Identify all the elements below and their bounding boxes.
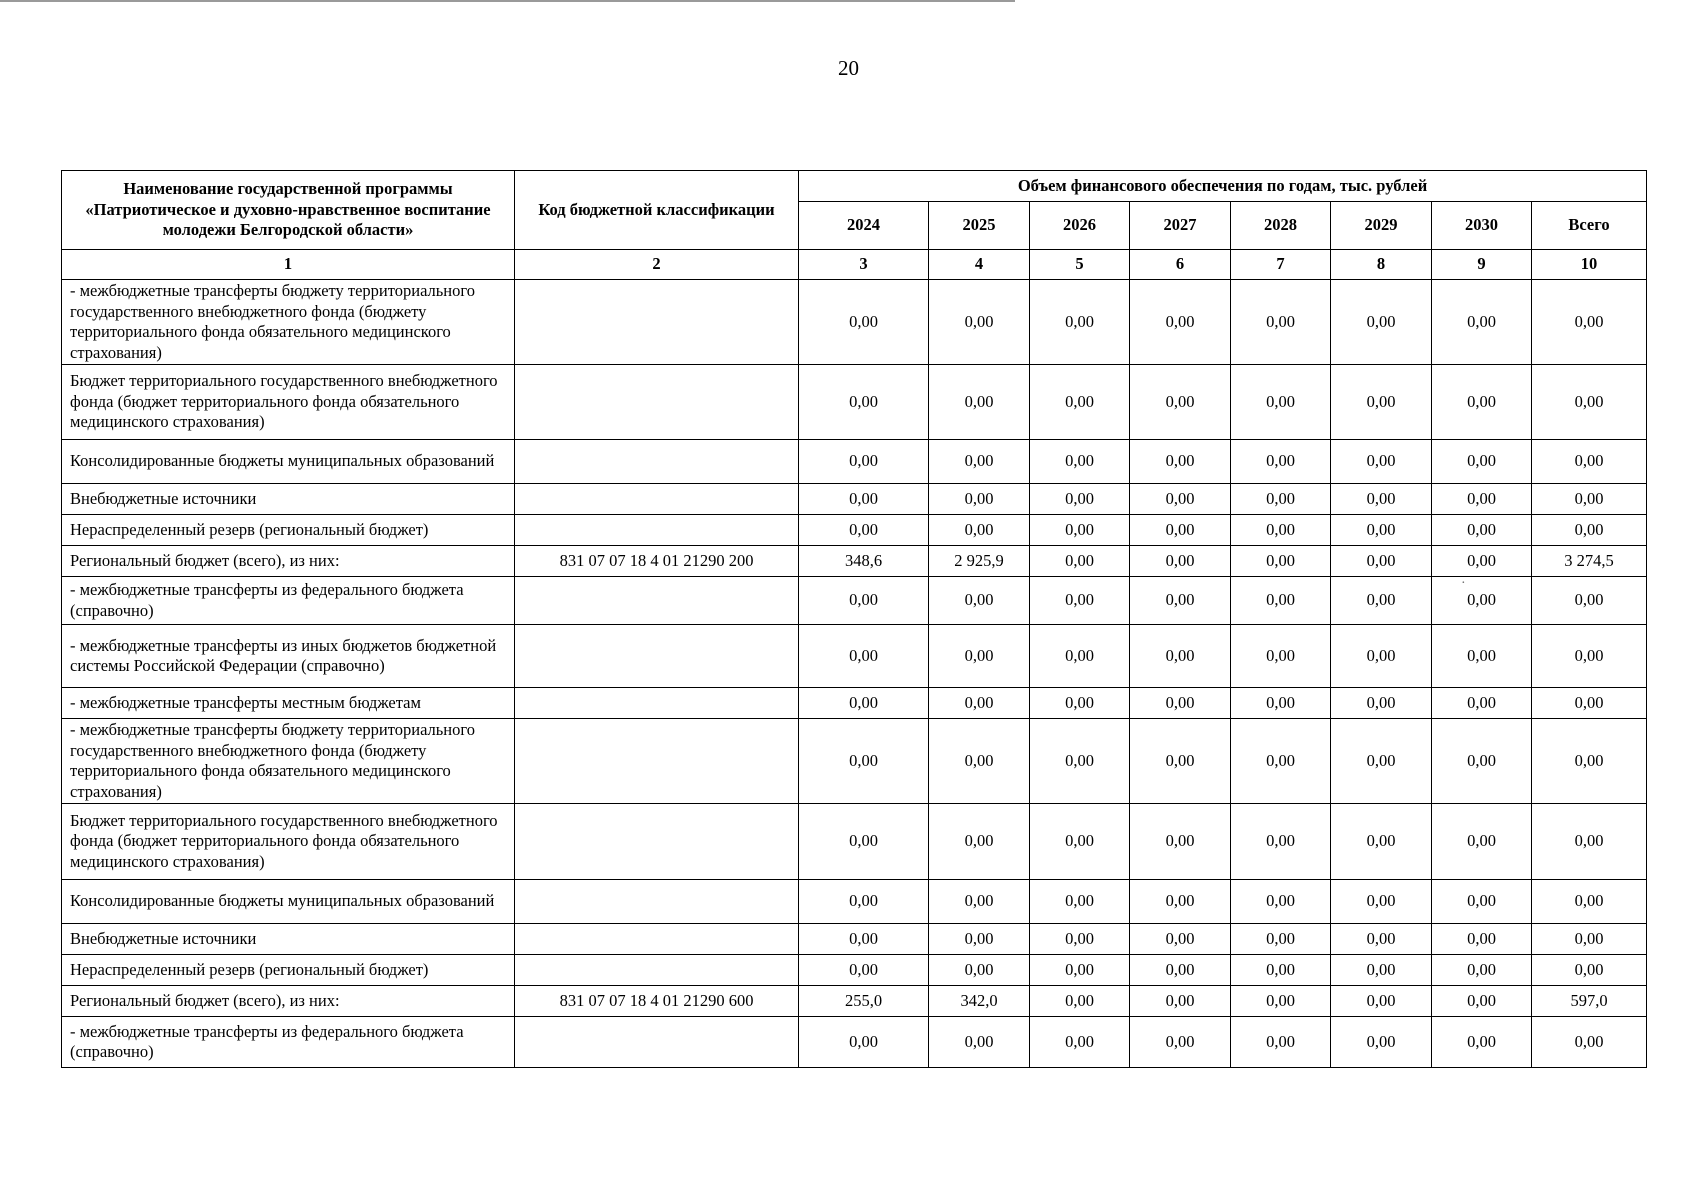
row-year-value: 348,6 [799,546,929,577]
column-number: 4 [929,250,1030,280]
row-year-value: 0,00 [929,955,1030,986]
row-year-value: 0,00 [1030,804,1130,880]
row-year-value: 0,00 [1030,688,1130,719]
page-number: 20 [838,56,859,80]
column-number: 7 [1231,250,1331,280]
row-year-value: 0,00 [1231,955,1331,986]
row-year-value: 0,00 [1331,688,1432,719]
row-year-value: 0,00 [1231,986,1331,1017]
row-name: Консолидированные бюджеты муниципальных образований [62,440,515,484]
row-budget-code [515,365,799,440]
row-year-value: 0,00 [799,955,929,986]
row-year-value: 0,00 [799,1017,929,1068]
row-budget-code [515,577,799,625]
row-total-value: 3 274,5 [1532,546,1647,577]
row-year-value: 0,00 [1130,804,1231,880]
column-number: 10 [1532,250,1647,280]
row-year-value: 0,00 [1231,440,1331,484]
column-numbers-row [62,250,1647,280]
row-year-value: 0,00 [1130,484,1231,515]
column-number: 8 [1331,250,1432,280]
row-year-value: 0,00 [1030,625,1130,688]
table-row [62,986,1647,1017]
row-year-value: 0,00 [1030,986,1130,1017]
row-year-value: 0,00 [1130,955,1231,986]
row-name: Региональный бюджет (всего), из них: [62,986,515,1017]
table-row [62,880,1647,924]
row-year-value: 0,00 [1130,365,1231,440]
table-row [62,924,1647,955]
column-number: 5 [1030,250,1130,280]
row-budget-code [515,955,799,986]
row-total-value: 0,00 [1532,1017,1647,1068]
table-row [62,440,1647,484]
row-total-value: 0,00 [1532,484,1647,515]
row-total-value: 0,00 [1532,440,1647,484]
row-year-value: 0,00 [1331,515,1432,546]
row-year-value: 0,00 [929,924,1030,955]
row-name: - межбюджетные трансферты местным бюджетам [62,688,515,719]
row-year-value: 0,00 [1432,484,1532,515]
row-year-value: 0,00 [1130,986,1231,1017]
row-year-value: 0,00 [1432,577,1532,625]
row-year-value: 0,00 [929,280,1030,365]
row-year-value: 0,00 [929,1017,1030,1068]
row-year-value: 0,00 [1231,688,1331,719]
header-year: 2025 [929,202,1030,250]
table-row [62,1017,1647,1068]
header-funding-group: Объем финансового обеспечения по годам, тыс. рублей [799,171,1647,202]
row-total-value: 0,00 [1532,880,1647,924]
column-number: 2 [515,250,799,280]
row-year-value: 0,00 [1331,986,1432,1017]
table-row [62,719,1647,804]
row-year-value: 0,00 [1432,440,1532,484]
row-budget-code [515,484,799,515]
row-year-value: 0,00 [1432,924,1532,955]
row-year-value: 0,00 [1432,280,1532,365]
row-year-value: 0,00 [1130,880,1231,924]
row-year-value: 0,00 [1331,955,1432,986]
row-year-value: 0,00 [1432,365,1532,440]
row-year-value: 0,00 [1331,546,1432,577]
row-year-value: 0,00 [799,280,929,365]
row-budget-code [515,515,799,546]
row-year-value: 0,00 [799,688,929,719]
row-name: - межбюджетные трансферты бюджету территориального государственного внебюджетного фонда (бюджету территориального фонда обязательного медицинского страхования) [62,280,515,365]
row-name: Региональный бюджет (всего), из них: [62,546,515,577]
row-year-value: 0,00 [929,577,1030,625]
row-year-value: 0,00 [1030,546,1130,577]
row-name: - межбюджетные трансферты из иных бюджетов бюджетной системы Российской Федерации (справочно) [62,625,515,688]
row-total-value: 597,0 [1532,986,1647,1017]
row-year-value: 0,00 [1030,515,1130,546]
row-year-value: 0,00 [1030,577,1130,625]
row-year-value: 0,00 [799,804,929,880]
row-year-value: 0,00 [929,515,1030,546]
row-year-value: 0,00 [1331,484,1432,515]
row-year-value: 0,00 [1331,577,1432,625]
row-year-value: 0,00 [1130,625,1231,688]
row-year-value: 0,00 [1331,440,1432,484]
row-year-value: 0,00 [1432,804,1532,880]
row-budget-code [515,924,799,955]
column-number: 6 [1130,250,1231,280]
row-name: - межбюджетные трансферты из федерального бюджета (справочно) [62,577,515,625]
column-number: 3 [799,250,929,280]
row-total-value: 0,00 [1532,719,1647,804]
table-row [62,804,1647,880]
header-year: 2027 [1130,202,1231,250]
scan-speck: · [1461,576,1466,591]
row-name: - межбюджетные трансферты бюджету территориального государственного внебюджетного фонда (бюджету территориального фонда обязательного медицинского страхования) [62,719,515,804]
header-total: Всего [1532,202,1647,250]
row-budget-code: 831 07 07 18 4 01 21290 200 [515,546,799,577]
row-total-value: 0,00 [1532,577,1647,625]
row-total-value: 0,00 [1532,924,1647,955]
row-year-value: 0,00 [799,365,929,440]
row-budget-code [515,719,799,804]
table-row [62,484,1647,515]
table-row [62,625,1647,688]
row-year-value: 0,00 [1030,484,1130,515]
row-year-value: 0,00 [929,484,1030,515]
row-name: Нераспределенный резерв (региональный бюджет) [62,515,515,546]
row-name: - межбюджетные трансферты из федерального бюджета (справочно) [62,1017,515,1068]
row-year-value: 0,00 [1130,924,1231,955]
row-year-value: 0,00 [799,625,929,688]
row-year-value: 0,00 [1130,440,1231,484]
row-year-value: 0,00 [1030,440,1130,484]
row-year-value: 0,00 [1030,719,1130,804]
row-year-value: 0,00 [1030,924,1130,955]
row-year-value: 0,00 [1331,924,1432,955]
table-row [62,577,1647,625]
row-year-value: 0,00 [1130,577,1231,625]
row-year-value: 0,00 [1130,1017,1231,1068]
row-year-value: 0,00 [1331,880,1432,924]
header-year: 2029 [1331,202,1432,250]
row-year-value: 0,00 [1432,955,1532,986]
row-year-value: 0,00 [1030,280,1130,365]
row-year-value: 0,00 [929,625,1030,688]
row-year-value: 0,00 [1130,546,1231,577]
table-row [62,515,1647,546]
row-year-value: 255,0 [799,986,929,1017]
row-year-value: 0,00 [1432,986,1532,1017]
row-year-value: 0,00 [799,515,929,546]
row-budget-code [515,688,799,719]
row-year-value: 0,00 [1231,280,1331,365]
header-year: 2024 [799,202,929,250]
row-total-value: 0,00 [1532,804,1647,880]
row-year-value: 0,00 [799,577,929,625]
row-year-value: 0,00 [1030,1017,1130,1068]
row-year-value: 0,00 [1231,546,1331,577]
row-year-value: 0,00 [1331,625,1432,688]
row-year-value: 0,00 [1432,688,1532,719]
header-year: 2028 [1231,202,1331,250]
row-budget-code [515,440,799,484]
row-year-value: 0,00 [1231,924,1331,955]
row-year-value: 0,00 [1231,804,1331,880]
row-year-value: 0,00 [1231,625,1331,688]
row-year-value: 0,00 [1030,880,1130,924]
row-year-value: 0,00 [1432,625,1532,688]
row-year-value: 0,00 [1130,515,1231,546]
table-row [62,688,1647,719]
row-budget-code [515,804,799,880]
row-year-value: 0,00 [929,880,1030,924]
row-budget-code [515,280,799,365]
row-name: Внебюджетные источники [62,924,515,955]
row-name: Бюджет территориального государственного внебюджетного фонда (бюджет территориального фонда обязательного медицинского страхования) [62,365,515,440]
header-year: 2030 [1432,202,1532,250]
row-year-value: 0,00 [1331,1017,1432,1068]
row-year-value: 0,00 [1231,1017,1331,1068]
row-year-value: 0,00 [1432,546,1532,577]
row-year-value: 2 925,9 [929,546,1030,577]
row-year-value: 0,00 [1331,365,1432,440]
row-budget-code [515,1017,799,1068]
row-year-value: 0,00 [1231,880,1331,924]
row-year-value: 0,00 [1331,280,1432,365]
row-name: Нераспределенный резерв (региональный бюджет) [62,955,515,986]
row-year-value: 0,00 [1130,280,1231,365]
row-year-value: 0,00 [929,688,1030,719]
row-year-value: 0,00 [1432,880,1532,924]
row-year-value: 0,00 [1432,1017,1532,1068]
row-year-value: 0,00 [1231,484,1331,515]
row-year-value: 0,00 [929,804,1030,880]
row-year-value: 0,00 [1331,804,1432,880]
row-year-value: 0,00 [1030,365,1130,440]
table-row [62,955,1647,986]
row-year-value: 0,00 [1030,955,1130,986]
row-total-value: 0,00 [1532,515,1647,546]
row-year-value: 0,00 [799,440,929,484]
row-year-value: 0,00 [1130,688,1231,719]
row-year-value: 0,00 [1231,719,1331,804]
row-total-value: 0,00 [1532,688,1647,719]
row-year-value: 0,00 [1231,577,1331,625]
row-year-value: 0,00 [799,484,929,515]
row-total-value: 0,00 [1532,280,1647,365]
header-year: 2026 [1030,202,1130,250]
row-name: Консолидированные бюджеты муниципальных образований [62,880,515,924]
row-year-value: 0,00 [929,719,1030,804]
row-budget-code [515,880,799,924]
row-year-value: 0,00 [1231,515,1331,546]
row-total-value: 0,00 [1532,625,1647,688]
funding-table [61,170,1647,1068]
header-program-name: Наименование государственной программы «Патриотическое и духовно-нравственное воспитание молодежи Белгородской области» [62,171,515,250]
table-row [62,546,1647,577]
row-year-value: 0,00 [1432,515,1532,546]
row-year-value: 0,00 [929,440,1030,484]
row-year-value: 0,00 [1130,719,1231,804]
row-total-value: 0,00 [1532,955,1647,986]
table-row [62,280,1647,365]
column-number: 1 [62,250,515,280]
top-rule [0,0,1015,2]
row-budget-code: 831 07 07 18 4 01 21290 600 [515,986,799,1017]
table-row [62,365,1647,440]
row-year-value: 0,00 [1331,719,1432,804]
header-budget-code: Код бюджетной классификации [515,171,799,250]
row-total-value: 0,00 [1532,365,1647,440]
row-year-value: 0,00 [929,365,1030,440]
row-year-value: 0,00 [1231,365,1331,440]
row-name: Внебюджетные источники [62,484,515,515]
row-budget-code [515,625,799,688]
column-number: 9 [1432,250,1532,280]
row-year-value: 0,00 [799,719,929,804]
row-year-value: 0,00 [799,924,929,955]
table-body [62,280,1647,1068]
row-year-value: 0,00 [799,880,929,924]
row-year-value: 342,0 [929,986,1030,1017]
row-name: Бюджет территориального государственного внебюджетного фонда (бюджет территориального фонда обязательного медицинского страхования) [62,804,515,880]
row-year-value: 0,00 [1432,719,1532,804]
